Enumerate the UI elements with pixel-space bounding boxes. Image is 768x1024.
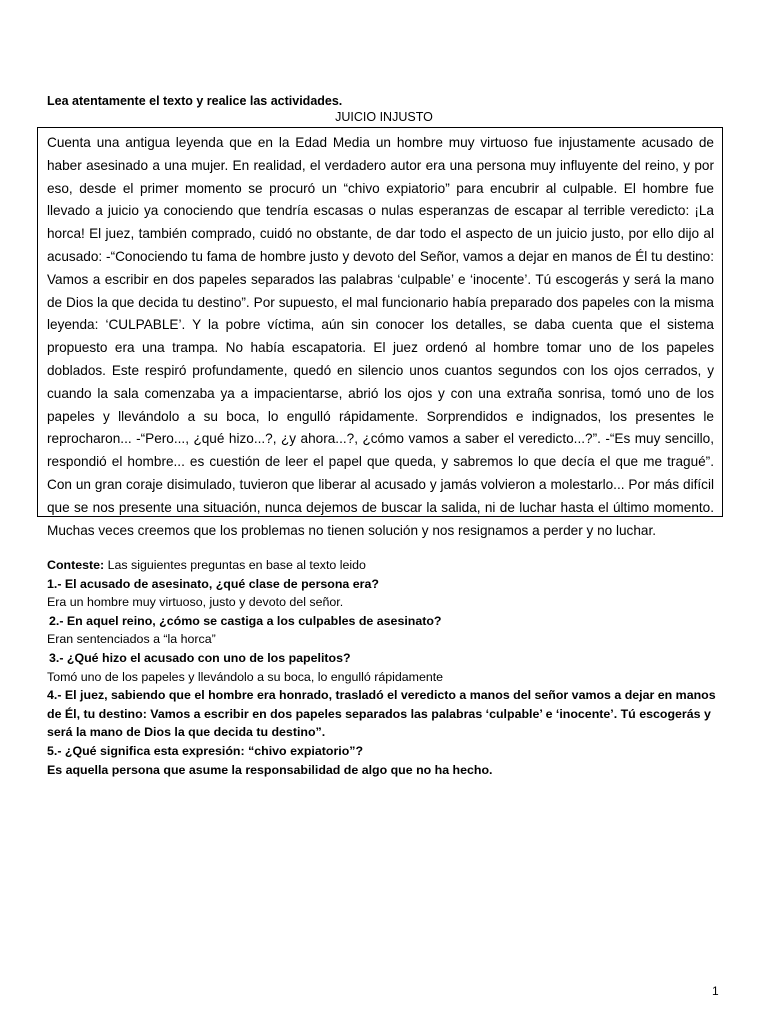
intro-label: Conteste: <box>47 558 105 572</box>
intro-text: Las siguientes preguntas en base al texto leido <box>104 558 366 572</box>
story-title: JUICIO INJUSTO <box>335 110 433 124</box>
question-1: 1.- El acusado de asesinato, ¿qué clase de persona era? <box>47 576 379 591</box>
question-2: 2.- En aquel reino, ¿cómo se castiga a los culpables de asesinato? <box>49 613 442 628</box>
page-number: 1 <box>712 984 719 998</box>
question-3: 3.- ¿Qué hizo el acusado con uno de los papelitos? <box>49 650 351 665</box>
questions-section <box>47 556 727 779</box>
answer-3: Tomó uno de los papeles y llevándolo a su boca, lo engulló rápidamente <box>47 669 444 684</box>
story-box <box>37 127 723 538</box>
story-text: Cuenta una antigua leyenda que en la Edad Media un hombre muy virtuoso fue injustamente acusado de haber asesinado a una mujer. En realidad, el verdadero autor era una persona muy influyente del reino, y por eso, desde el primer momento se procuró un “chivo expiatorio” para encubrir al culpable. El hombre fue llevado a juicio ya conociendo que tendría escasas o nulas esperanzas de escapar al terrible veredicto: ¡La horca! El juez, también comprado, cuidó no obstante, de dar todo el aspecto de un juicio justo, por ello dijo al acusado: -“Conociendo tu fama de hombre justo y devoto del Señor, vamos a dejar en manos de Él tu destino: Vamos a escribir en dos papeles separados las palabras ‘culpable’ e ‘inocente’. Tú escogerás y será la mano de Dios la que decida tu destino”. Por supuesto, el mal funcionario había preparado dos papeles con la misma leyenda: ‘CULPABLE’. Y la pobre víctima, aún sin conocer los detalles, se daba cuenta que el sistema propuesto era una trampa. No había escapatoria. El juez ordenó al hombre tomar uno de los papeles doblados. Este respiró profundamente, quedó en silencio unos cuantos segundos con los ojos cerrados, y cuando la sala comenzaba ya a impacientarse, abrió los ojos y con una extraña sonrisa, tomó uno de los papeles y llevándolo a su boca, lo engulló rápidamente. Sorprendidos e indignados, los presentes le reprocharon... -“Pero..., ¿qué hizo...?, ¿y ahora...?, ¿cómo vamos a saber el veredicto...?”. -“Es muy sencillo, respondió el hombre... es cuestión de leer el papel que queda, y sabremos lo que decía el que me tragué”. Con un gran coraje disimulado, tuvieron que liberar al acusado y jamás volvieron a molestarlo... Por más difícil que se nos presente una situación, nunca dejemos de buscar la salida, ni de luchar hasta el último momento. Muchas veces creemos que los problemas no tienen solución y nos resignamos a perder y no luchar. <box>47 135 714 538</box>
answer-1: Era un hombre muy virtuoso, justo y devoto del señor. <box>47 595 344 610</box>
answer-2: Eran sentenciados a “la horca” <box>47 632 216 647</box>
question-5: 5.- ¿Qué significa esta expresión: “chivo expiatorio”? <box>47 743 364 758</box>
questions-intro <box>47 556 727 575</box>
question-4: 4.- El juez, sabiendo que el hombre era honrado, trasladó el veredicto a manos del señor vamos a dejar en manos de Él, tu destino: Vamos a escribir en dos papeles separados las palabras ‘culpable’ e ‘inocente’. Tú escogerás y será la mano de Dios la que decida tu destino”. <box>47 688 716 740</box>
instruction-text: Lea atentamente el texto y realice las actividades. <box>47 94 343 108</box>
answer-5: Es aquella persona que asume la responsabilidad de algo que no ha hecho. <box>47 762 493 777</box>
